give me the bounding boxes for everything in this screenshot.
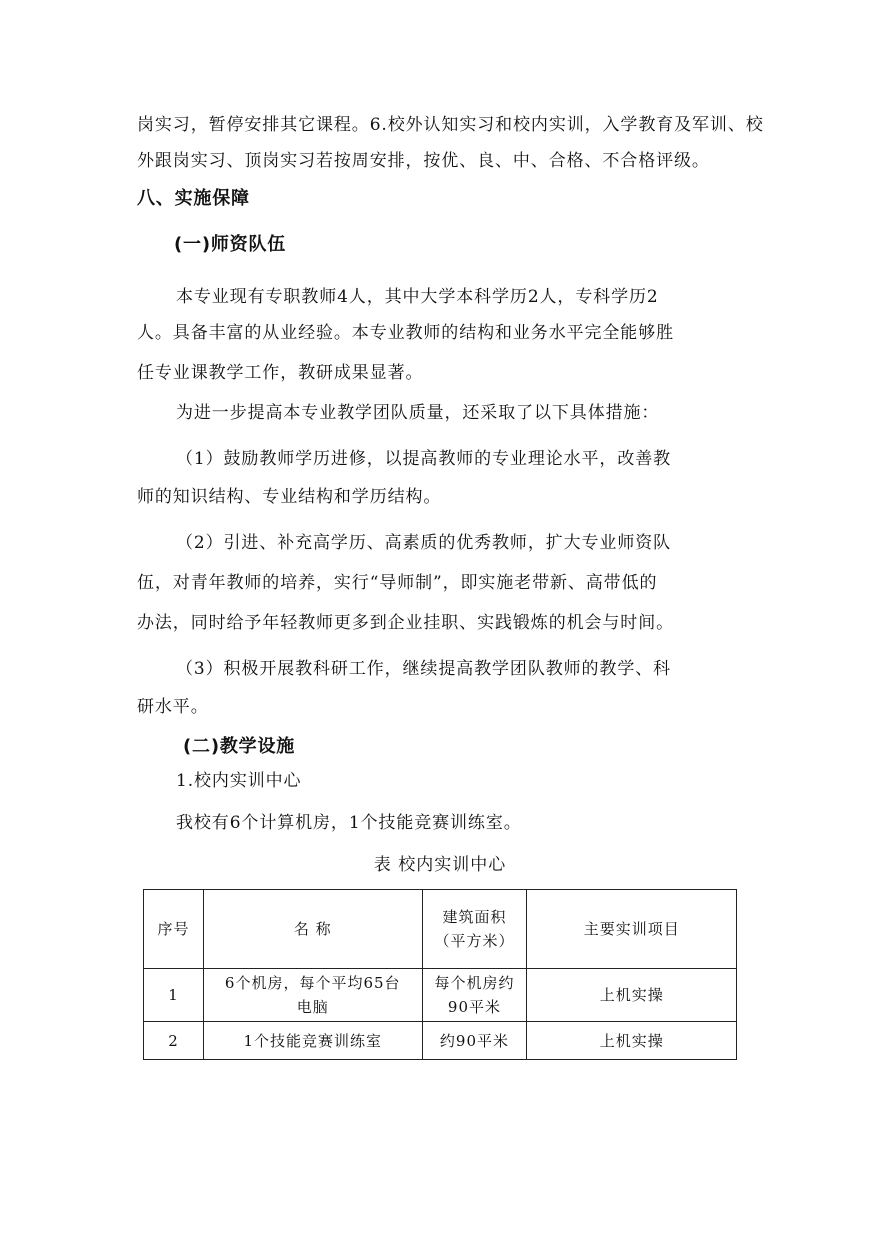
facility-table	[143, 889, 737, 1060]
header-cell-name: 名 称	[203, 890, 422, 969]
table-caption: 表 校内实训中心	[373, 855, 507, 875]
list-item: 1.校内实训中心	[176, 771, 302, 791]
cell-name	[203, 969, 422, 1022]
header-area-line: 建筑面积	[442, 908, 507, 926]
text-line: 外跟岗实习、顶岗实习若按周安排，按优、良、中、合格、不合格评级。	[137, 151, 710, 171]
paragraph-line: 师的知识结构、专业结构和学历结构。	[137, 487, 442, 507]
paragraph-line: （1）鼓励教师学历进修，以提高教师的专业理论水平，改善教	[176, 449, 672, 469]
cell-name-line: 6个机房，每个平均65台	[224, 974, 401, 992]
cell-project: 上机实操	[527, 1022, 737, 1060]
header-cell-no: 序号	[144, 890, 204, 969]
paragraph-line: （3）积极开展教科研工作，继续提高教学团队教师的教学、科	[176, 659, 672, 679]
subsection-title: (一)师资队伍	[174, 234, 287, 255]
subsection-title: (二)教学设施	[183, 736, 296, 757]
table-header-row	[144, 890, 737, 969]
paragraph-line: 为进一步提高本专业教学团队质量，还采取了以下具体措施：	[176, 403, 660, 423]
cell-no: 2	[144, 1022, 204, 1060]
cell-area	[422, 969, 527, 1022]
section-title: 八、实施保障	[137, 188, 250, 209]
table-row	[144, 969, 737, 1022]
table-row	[144, 1022, 737, 1060]
paragraph-line: 人。具备丰富的从业经验。本专业教师的结构和业务水平完全能够胜	[137, 323, 674, 343]
paragraph-line: 研水平。	[137, 697, 209, 717]
cell-name: 1个技能竞赛训练室	[203, 1022, 422, 1060]
cell-project: 上机实操	[527, 969, 737, 1022]
paragraph-line: 办法，同时给予年轻教师更多到企业挂职、实践锻炼的机会与时间。	[137, 613, 674, 633]
header-area-line: （平方米）	[434, 932, 515, 950]
cell-name-line: 电脑	[296, 998, 329, 1016]
cell-no: 1	[144, 969, 204, 1022]
header-cell-project: 主要实训项目	[527, 890, 737, 969]
cell-area: 约90平米	[422, 1022, 527, 1060]
cell-area-line: 每个机房约	[434, 974, 515, 992]
cell-area-line: 90平米	[447, 998, 501, 1016]
paragraph-line: 我校有6个计算机房，1个技能竞赛训练室。	[176, 813, 522, 833]
header-cell-area	[422, 890, 527, 969]
paragraph-line: 任专业课教学工作，教研成果显著。	[137, 363, 424, 383]
text-line: 岗实习，暂停安排其它课程。6.校外认知实习和校内实训，入学教育及军训、校	[137, 115, 764, 135]
paragraph-line: （2）引进、补充高学历、高素质的优秀教师，扩大专业师资队	[176, 533, 672, 553]
paragraph-line: 伍，对青年教师的培养，实行“导师制”，即实施老带新、高带低的	[137, 573, 658, 593]
paragraph-line: 本专业现有专职教师4人，其中大学本科学历2人，专科学历2	[176, 287, 659, 307]
